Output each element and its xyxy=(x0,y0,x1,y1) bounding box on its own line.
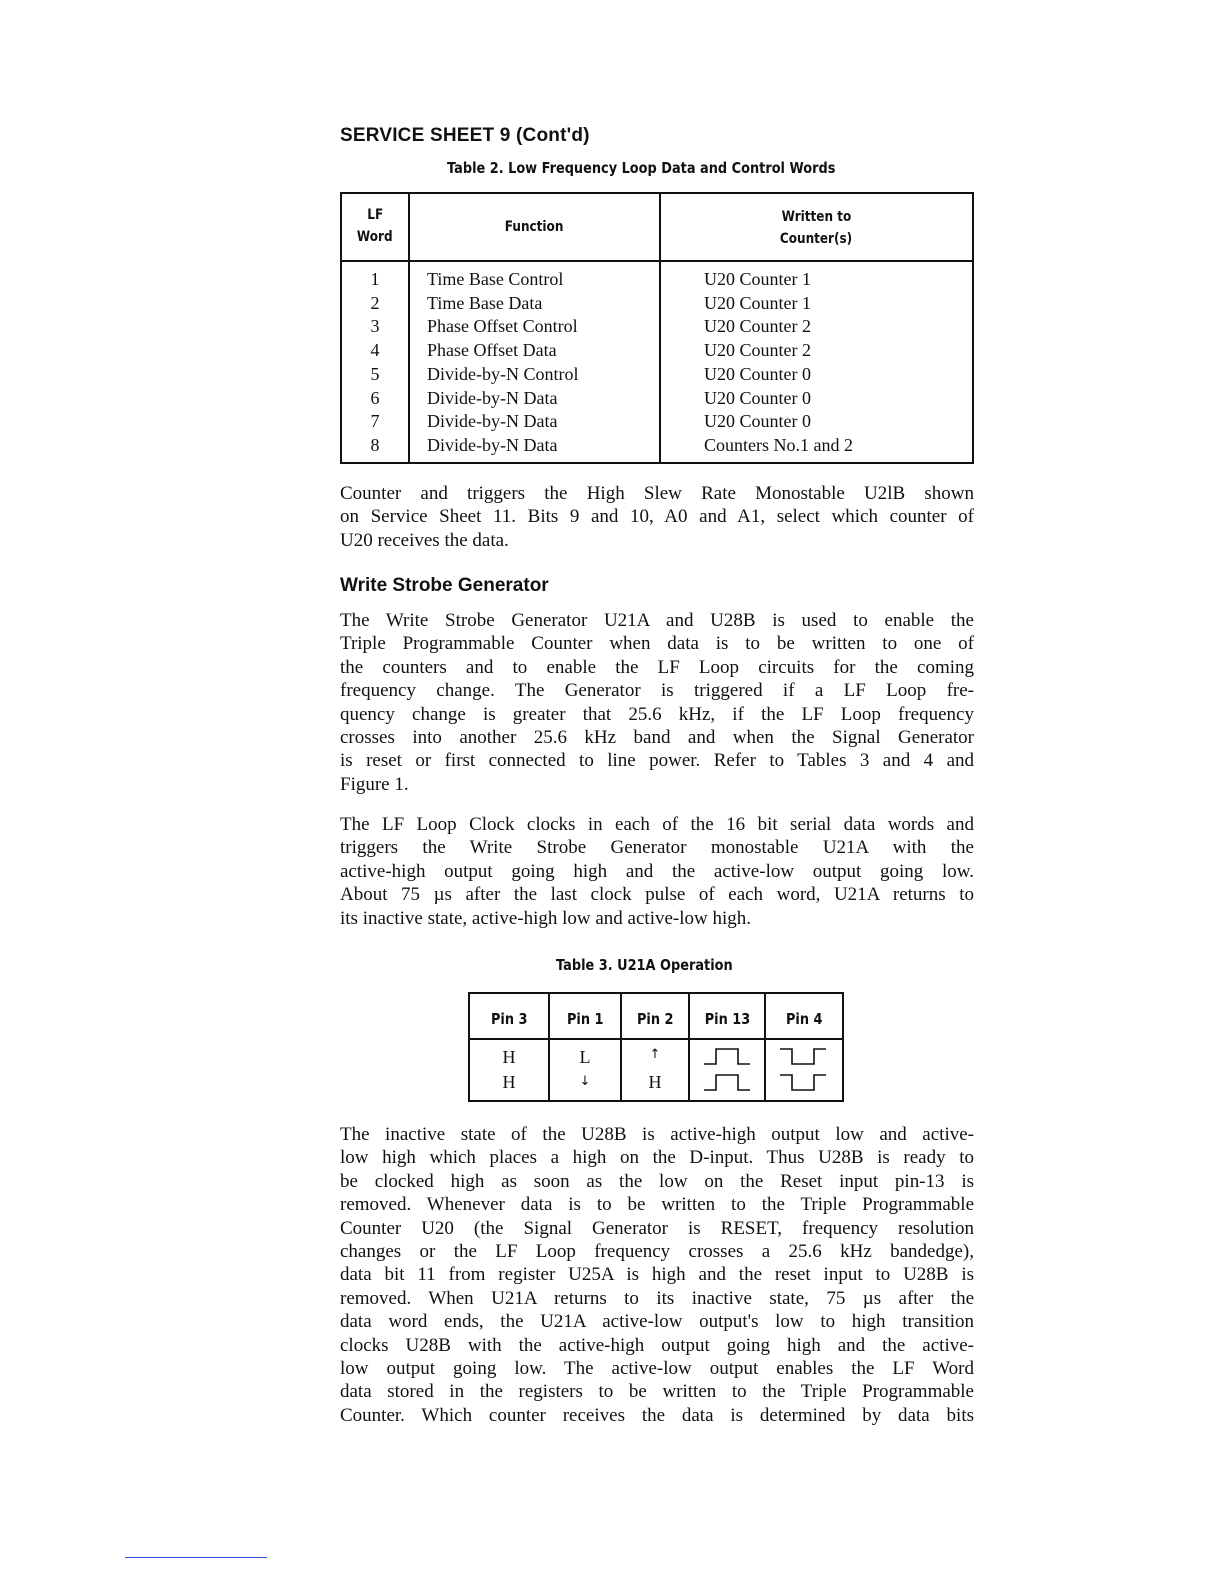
lf-loop-data-table xyxy=(340,192,974,464)
table3-right-border xyxy=(842,992,844,1102)
table3-bottom-border xyxy=(468,1100,844,1102)
table2-header-function xyxy=(410,216,659,238)
table2-row-1-word: 1 xyxy=(370,269,380,289)
text-line: Counter U20 (the Signal Generator is RESET, frequency resolution xyxy=(340,1217,974,1239)
text-line: is reset or first connected to line power. Refer to Tables 3 and 4 and xyxy=(340,750,974,772)
table2-row-2-counter: U20 Counter 1 xyxy=(704,292,811,313)
text-line: frequency change. The Generator is triggered if a LF Loop fre- xyxy=(340,680,974,702)
page-heading: SERVICE SHEET 9 (Cont'd) xyxy=(340,125,590,146)
table2-row-5-counter: U20 Counter 0 xyxy=(704,363,811,384)
table2-row-1-function: Time Base Control xyxy=(427,269,564,289)
header-written-line1: Written to xyxy=(781,209,852,225)
text-line: be clocked high as soon as the low on the Reset input pin-13 is xyxy=(340,1170,974,1192)
table2-header-divider xyxy=(340,260,974,262)
positive-pulse-icon xyxy=(702,1072,752,1092)
table2-top-border xyxy=(340,192,974,194)
table3-header-pin13 xyxy=(690,1010,764,1028)
table2-row-5-function: Divide-by-N Control xyxy=(427,363,579,384)
table3-divider-4 xyxy=(764,992,766,1102)
text-line: Counter and triggers the High Slew Rate Monostable U2lB shown xyxy=(340,483,974,504)
paragraph-lf-loop-clock xyxy=(340,813,974,930)
text-line: About 75 µs after the last clock pulse of each word, U21A returns to xyxy=(340,884,974,906)
text-line: on Service Sheet 11. Bits 9 and 10, A0 and A1, select which counter of xyxy=(340,506,974,528)
table2-row-8-function: Divide-by-N Data xyxy=(427,434,558,455)
paragraph-u28b-operation xyxy=(340,1123,974,1427)
text-line: its inactive state, active-high low and active-low high. xyxy=(340,907,752,929)
table3-r1-pin1: L xyxy=(579,1047,591,1067)
table2-header-written xyxy=(661,206,972,250)
table3-divider-3 xyxy=(688,992,690,1102)
table3-caption: Table 3. U21A Operation xyxy=(556,956,733,974)
text-line: Counter. Which counter receives the data is determined by data bits xyxy=(340,1404,974,1426)
table2-row-3-function: Phase Offset Control xyxy=(427,316,578,337)
header-lf-line1: LF xyxy=(367,207,383,223)
table2-row-4-function: Phase Offset Data xyxy=(427,340,557,361)
table2-row-6-word: 6 xyxy=(370,387,380,408)
header-pin2-label: Pin 2 xyxy=(636,1010,674,1028)
table3-header-pin3 xyxy=(470,1010,548,1028)
table2-right-border xyxy=(972,192,974,464)
text-line: low high which places a high on the D-input. Thus U28B is ready to xyxy=(340,1147,974,1169)
table2-function-column xyxy=(427,268,657,458)
text-line: data word ends, the U21A active-low output's low to high transition xyxy=(340,1311,974,1333)
text-line: removed. When U21A returns to its inactive state, 75 µs after the xyxy=(340,1287,974,1309)
text-line: The inactive state of the U28B is active-high output low and active- xyxy=(340,1124,974,1145)
text-line: clocks U28B with the active-high output going high and the active- xyxy=(340,1334,974,1356)
text-line: removed. Whenever data is to be written to the Triple Programmable xyxy=(340,1194,974,1216)
text-line: data stored in the registers to be written to the Triple Programmable xyxy=(340,1381,974,1403)
paragraph-counter-triggers xyxy=(340,482,974,552)
table2-word-column xyxy=(342,268,408,458)
table3-header-divider xyxy=(468,1038,844,1040)
text-line: Triple Programmable Counter when data is to be written to one of xyxy=(340,633,974,655)
table3-header-pin2 xyxy=(622,1010,688,1028)
table3-r2-pin2: H xyxy=(648,1072,662,1092)
table2-row-3-counter: U20 Counter 2 xyxy=(704,316,811,337)
text-line: active-high output going high and the active-low output going low. xyxy=(340,860,974,882)
table2-row-2-function: Time Base Data xyxy=(427,292,543,313)
table2-row-7-function: Divide-by-N Data xyxy=(427,411,558,432)
header-lf-line2: Word xyxy=(357,229,393,245)
text-line: the counters and to enable the LF Loop circuits for the coming xyxy=(340,656,974,678)
header-pin13-label: Pin 13 xyxy=(704,1010,750,1028)
table2-row-7-word: 7 xyxy=(370,411,380,432)
u21a-operation-table xyxy=(468,992,844,1102)
footer-rule xyxy=(125,1557,267,1558)
table3-header-pin4 xyxy=(766,1010,842,1028)
table2-row-7-counter: U20 Counter 0 xyxy=(704,411,811,432)
text-line: The Write Strobe Generator U21A and U28B is used to enable the xyxy=(340,610,974,631)
text-line: U20 receives the data. xyxy=(340,529,509,551)
table2-row-2-word: 2 xyxy=(370,292,380,313)
negative-pulse-icon xyxy=(778,1046,828,1066)
table2-row-4-counter: U20 Counter 2 xyxy=(704,340,811,361)
table2-bottom-border xyxy=(340,462,974,464)
text-line: The LF Loop Clock clocks in each of the 16 bit serial data words and xyxy=(340,814,974,835)
table2-row-6-counter: U20 Counter 0 xyxy=(704,387,811,408)
text-line: triggers the Write Strobe Generator monostable U21A with the xyxy=(340,837,974,859)
text-line: data bit 11 from register U25A is high and the reset input to U28B is xyxy=(340,1264,974,1286)
table2-header-lf-word xyxy=(342,204,408,248)
text-line: quency change is greater that 25.6 kHz, if the LF Loop frequency xyxy=(340,703,974,725)
table2-row-8-word: 8 xyxy=(370,434,380,455)
text-line: changes or the LF Loop frequency crosses a 25.6 kHz bandedge), xyxy=(340,1241,974,1263)
table3-r1-pin3: H xyxy=(502,1047,516,1067)
table2-row-8-counter: Counters No.1 and 2 xyxy=(704,434,853,455)
table2-caption: Table 2. Low Frequency Loop Data and Control Words xyxy=(447,159,836,177)
positive-pulse-icon xyxy=(702,1046,752,1066)
header-pin1-label: Pin 1 xyxy=(566,1010,604,1028)
header-pin3-label: Pin 3 xyxy=(490,1010,528,1028)
table3-top-border xyxy=(468,992,844,994)
text-line: crosses into another 25.6 kHz band and when the Signal Generator xyxy=(340,727,974,749)
table2-counter-column xyxy=(704,268,970,458)
paragraph-write-strobe-generator xyxy=(340,609,974,796)
table3-r1-pin2-rising-arrow: ↑ xyxy=(649,1047,661,1062)
table2-row-3-word: 3 xyxy=(370,316,380,337)
table2-row-1-counter: U20 Counter 1 xyxy=(704,269,811,289)
section-heading-write-strobe: Write Strobe Generator xyxy=(340,575,549,596)
table3-r2-pin3: H xyxy=(502,1072,516,1092)
table2-row-5-word: 5 xyxy=(370,363,380,384)
table2-row-4-word: 4 xyxy=(370,340,380,361)
text-line: Figure 1. xyxy=(340,773,409,795)
header-written-line2: Counter(s) xyxy=(780,231,853,247)
header-function-label: Function xyxy=(505,219,564,235)
table3-header-pin1 xyxy=(550,1010,620,1028)
text-line: low output going low. The active-low output enables the LF Word xyxy=(340,1358,974,1380)
table3-r2-pin1-falling-arrow: ↓ xyxy=(579,1074,591,1089)
table2-row-6-function: Divide-by-N Data xyxy=(427,387,558,408)
negative-pulse-icon xyxy=(778,1072,828,1092)
header-pin4-label: Pin 4 xyxy=(785,1010,823,1028)
